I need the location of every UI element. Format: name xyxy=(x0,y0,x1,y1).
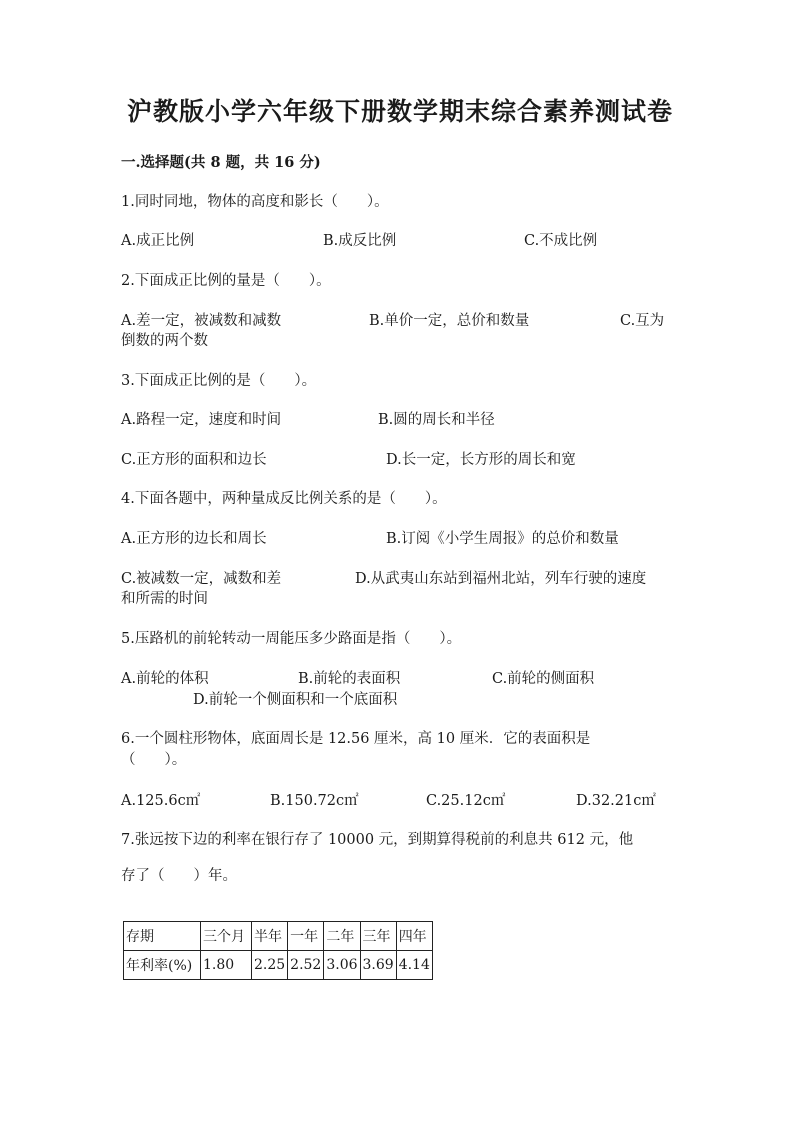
table-row xyxy=(124,951,433,980)
table-cell: 年利率(%) xyxy=(124,951,201,980)
q5-option-c: C.前轮的侧面积 xyxy=(492,671,595,687)
question-6-stem: 6.一个圆柱形物体，底面周长是 12.56 厘米，高 10 厘米．它的表面积是 xyxy=(121,731,591,747)
question-7-stem: 7.张远按下边的利率在银行存了 10000 元，到期算得税前的利息共 612 元，他 xyxy=(121,832,634,848)
q6-option-b: B.150.72c㎡ xyxy=(270,793,359,809)
q2-option-c-cont: 倒数的两个数 xyxy=(121,333,208,349)
q3-option-c: C.正方形的面积和边长 xyxy=(121,452,267,468)
table-header-cell: 三个月 xyxy=(201,922,252,951)
interest-rate-table xyxy=(123,921,433,980)
q6-option-a: A.125.6c㎡ xyxy=(121,793,201,809)
q4-option-c: C.被减数一定，减数和差 xyxy=(121,571,282,587)
q3-option-d: D.长一定，长方形的周长和宽 xyxy=(386,452,576,468)
table-cell: 2.52 xyxy=(288,951,324,980)
table-header-cell: 二年 xyxy=(324,922,360,951)
table-cell: 3.06 xyxy=(324,951,360,980)
q6-option-d: D.32.21c㎡ xyxy=(576,793,656,809)
question-4-stem: 4.下面各题中，两种量成反比例关系的是（ ）。 xyxy=(121,491,447,507)
table-row xyxy=(124,922,433,951)
q4-option-b: B.订阅《小学生周报》的总价和数量 xyxy=(386,531,619,547)
table-header-cell: 四年 xyxy=(396,922,432,951)
q5-option-b: B.前轮的表面积 xyxy=(298,671,401,687)
q5-option-a: A.前轮的体积 xyxy=(121,671,209,687)
page-title: 沪教版小学六年级下册数学期末综合素养测试卷 xyxy=(126,97,673,126)
q1-option-c: C.不成比例 xyxy=(524,233,598,249)
table-header-cell: 存期 xyxy=(124,922,201,951)
table-header-cell: 半年 xyxy=(252,922,288,951)
table-header-cell: 三年 xyxy=(360,922,396,951)
q2-option-a: A.差一定，被减数和减数 xyxy=(121,313,282,329)
question-1-stem: 1.同时同地，物体的高度和影长（ ）。 xyxy=(121,194,389,210)
question-3-stem: 3.下面成正比例的是（ ）。 xyxy=(121,373,317,389)
q5-option-d: D.前轮一个侧面积和一个底面积 xyxy=(193,692,398,708)
q3-option-b: B.圆的周长和半径 xyxy=(378,412,495,428)
question-2-stem: 2.下面成正比例的量是（ ）。 xyxy=(121,273,331,289)
question-6-stem-cont: （ ）。 xyxy=(121,752,187,768)
question-7-stem-cont: 存了（ ）年。 xyxy=(121,868,237,884)
question-5-stem: 5.压路机的前轮转动一周能压多少路面是指（ ）。 xyxy=(121,631,462,647)
q4-option-d-cont: 和所需的时间 xyxy=(121,591,208,607)
table-cell: 4.14 xyxy=(396,951,432,980)
q2-option-c: C.互为 xyxy=(620,313,665,329)
q6-option-c: C.25.12c㎡ xyxy=(426,793,506,809)
table-cell: 2.25 xyxy=(252,951,288,980)
q3-option-a: A.路程一定，速度和时间 xyxy=(121,412,282,428)
section-heading: 一.选择题(共 8 题，共 16 分) xyxy=(121,154,321,171)
q4-option-d: D.从武夷山东站到福州北站，列车行驶的速度 xyxy=(355,571,647,587)
table-header-cell: 一年 xyxy=(288,922,324,951)
q1-option-b: B.成反比例 xyxy=(323,233,397,249)
table-cell: 1.80 xyxy=(201,951,252,980)
q2-option-b: B.单价一定，总价和数量 xyxy=(369,313,530,329)
q1-option-a: A.成正比例 xyxy=(121,233,195,249)
q4-option-a: A.正方形的边长和周长 xyxy=(121,531,267,547)
table-cell: 3.69 xyxy=(360,951,396,980)
